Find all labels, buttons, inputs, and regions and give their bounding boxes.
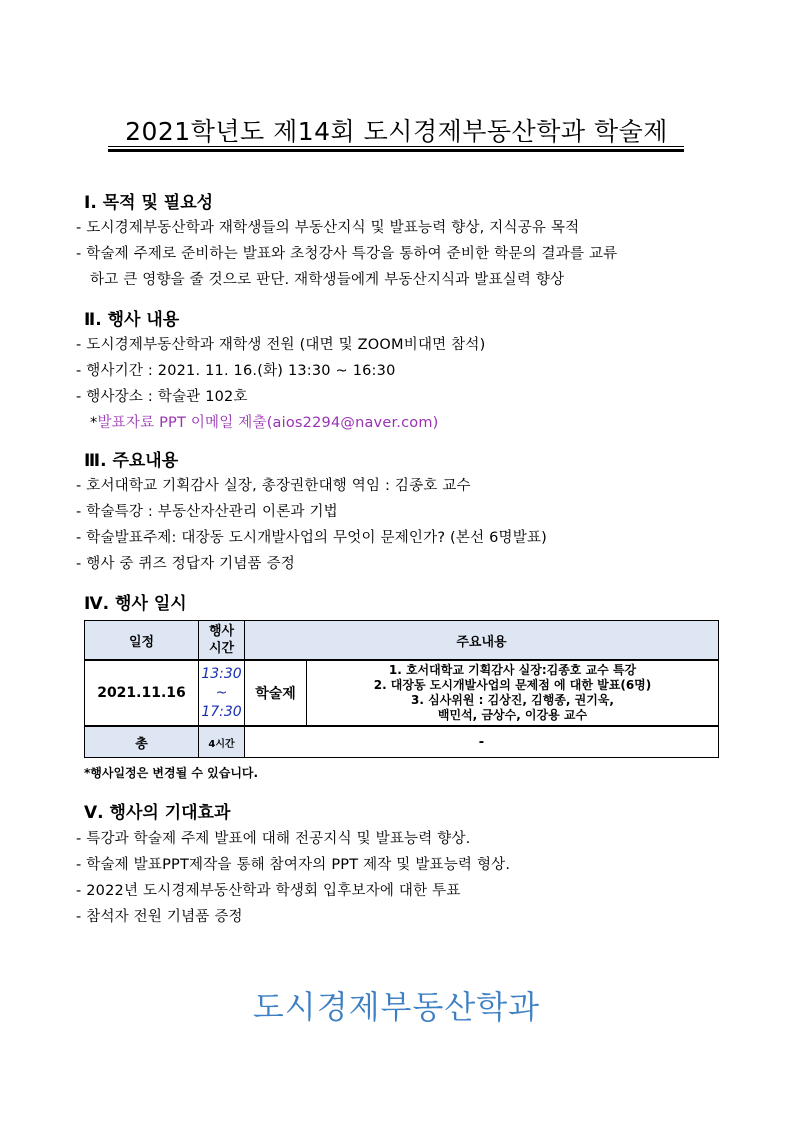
content-item: 3. 심사위원 : 김상진, 김행종, 권기욱, xyxy=(411,693,614,707)
time-separator: ~ xyxy=(215,684,228,701)
department-footer: 도시경제부동산학과 xyxy=(252,988,541,1026)
row-content xyxy=(307,660,719,726)
section-5-line: - 2022년 도시경제부동산학과 학생회 입후보자에 대한 투표 xyxy=(76,883,461,899)
header-time-line1: 행사 xyxy=(208,624,235,639)
section-3-heading: Ⅲ. 주요내용 xyxy=(84,451,179,471)
section-5-heading: Ⅴ. 행사의 기대효과 xyxy=(84,803,231,823)
section-2-line: - 도시경제부동산학과 재학생 전원 (대면 및 ZOOM비대면 참석) xyxy=(76,337,486,353)
section-2-line: - 행사기간 : 2021. 11. 16.(화) 13:30 ~ 16:30 xyxy=(76,363,396,379)
section-3-line: - 학술특강 : 부동산자산관리 이론과 기법 xyxy=(76,504,338,520)
table-header-row xyxy=(85,621,719,661)
submission-note xyxy=(90,411,439,432)
section-3-line: - 행사 중 퀴즈 정답자 기념품 증정 xyxy=(76,556,295,572)
submission-note-text: 발표자료 PPT 이메일 제출(aios2294@naver.com) xyxy=(97,415,439,431)
time-start: 13:30 xyxy=(201,665,242,682)
header-date: 일정 xyxy=(85,621,199,661)
table-row xyxy=(85,660,719,726)
row-date: 2021.11.16 xyxy=(85,660,199,726)
section-1-line: - 학술제 주제로 준비하는 발표와 초청강사 특강을 통하여 준비한 학문의 결과를 교류 xyxy=(76,246,618,262)
section-4-heading: Ⅳ. 행사 일시 xyxy=(84,594,187,614)
document-title: 2021학년도 제14회 도시경제부동산학과 학술제 xyxy=(125,117,668,146)
content-item: 백민석, 금상수, 이강용 교수 xyxy=(437,708,588,722)
section-1-heading: Ⅰ. 목적 및 필요성 xyxy=(84,193,214,213)
header-time xyxy=(199,621,245,661)
section-5-line: - 참석자 전원 기념품 증정 xyxy=(76,909,243,925)
section-5-line: - 특강과 학술제 주제 발표에 대해 전공지식 및 발표능력 향상. xyxy=(76,831,471,847)
row-time xyxy=(199,660,245,726)
section-5-line: - 학술제 발표PPT제작을 통해 참여자의 PPT 제작 및 발표능력 형상. xyxy=(76,857,511,873)
total-content: - xyxy=(245,726,719,758)
total-label: 총 xyxy=(85,726,199,758)
total-duration: 4시간 xyxy=(199,726,245,758)
schedule-note: *행사일정은 변경될 수 있습니다. xyxy=(84,766,259,780)
content-item: 1. 호서대학교 기획감사 실장:김종호 교수 특강 xyxy=(388,663,637,677)
content-item: 2. 대장동 도시개발사업의 문제점 에 대한 발표(6명) xyxy=(373,678,652,692)
title-underline xyxy=(108,146,684,152)
time-end: 17:30 xyxy=(201,703,242,720)
section-2-heading: Ⅱ. 행사 내용 xyxy=(84,310,180,330)
section-2-line: - 행사장소 : 학술관 102호 xyxy=(76,389,248,405)
note-star: * xyxy=(90,415,98,431)
header-content: 주요내용 xyxy=(245,621,719,661)
schedule-table xyxy=(84,620,719,758)
section-1-line: 하고 큰 영향을 줄 것으로 판단. 재학생들에게 부동산지식과 발표실력 향상 xyxy=(90,272,565,288)
table-total-row xyxy=(85,726,719,758)
header-time-line2: 시간 xyxy=(208,641,235,656)
row-event: 학술제 xyxy=(245,660,307,726)
section-3-line: - 호서대학교 기획감사 실장, 총장권한대행 역임 : 김종호 교수 xyxy=(76,478,471,494)
section-3-line: - 학술발표주제: 대장동 도시개발사업의 무엇이 문제인가? (본선 6명발표) xyxy=(76,530,548,546)
section-1-line: - 도시경제부동산학과 재학생들의 부동산지식 및 발표능력 향상, 지식공유 목적 xyxy=(76,220,580,236)
